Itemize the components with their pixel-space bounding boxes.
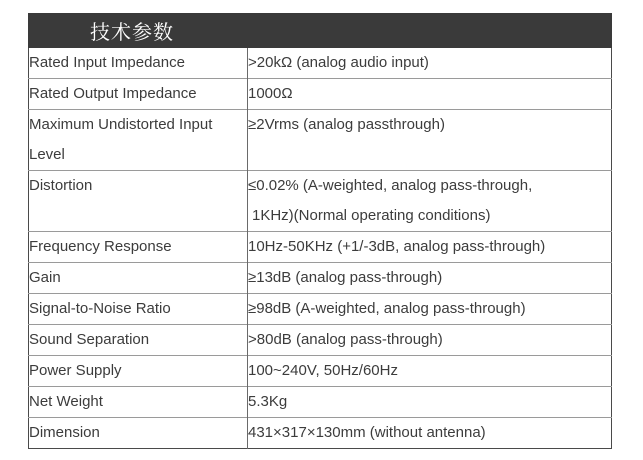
spec-value: >20kΩ (analog audio input) xyxy=(248,54,429,71)
spec-label: Frequency Response xyxy=(29,232,248,263)
spec-block xyxy=(28,13,612,449)
table-row xyxy=(29,232,612,263)
table-row xyxy=(29,356,612,387)
table-title-bar xyxy=(28,13,612,48)
spec-value: ≥13dB (analog pass-through) xyxy=(248,263,612,294)
spec-value: 1000Ω xyxy=(248,79,612,110)
spec-label: Signal-to-Noise Ratio xyxy=(29,294,248,325)
table-row xyxy=(29,325,612,356)
spec-value: 431×317×130mm (without antenna) xyxy=(248,418,612,449)
table-row xyxy=(29,294,612,325)
spec-value: ≥98dB (A-weighted, analog pass-through) xyxy=(248,294,612,325)
spec-label: Rated Input Impedance xyxy=(29,48,248,79)
table-row xyxy=(29,79,612,110)
spec-value: 5.3Kg xyxy=(248,387,612,418)
table-row xyxy=(29,48,612,79)
spec-label: Power Supply xyxy=(29,356,248,387)
spec-value-line2: 1KHz)(Normal operating conditions) xyxy=(252,207,491,224)
table-row xyxy=(29,418,612,449)
spec-value: ≥2Vrms (analog passthrough) xyxy=(248,110,612,171)
spec-label: Rated Output Impedance xyxy=(29,79,248,110)
spec-value: >80dB (analog pass-through) xyxy=(248,325,612,356)
spec-label: Dimension xyxy=(29,418,248,449)
spec-value xyxy=(248,171,612,232)
spec-value: 100~240V, 50Hz/60Hz xyxy=(248,356,612,387)
spec-label: Maximum Undistorted Input Level xyxy=(29,110,248,171)
spec-label: Distortion xyxy=(29,171,248,232)
table-title: 技术参数 xyxy=(90,22,174,44)
spec-label: Gain xyxy=(29,263,248,294)
table-row xyxy=(29,171,612,232)
spec-table xyxy=(28,48,612,449)
table-row xyxy=(29,263,612,294)
spec-label: Sound Separation xyxy=(29,325,248,356)
spec-label: Net Weight xyxy=(29,387,248,418)
spec-value-line1: ≤0.02% (A-weighted, analog pass-through, xyxy=(248,177,533,194)
table-row xyxy=(29,110,612,171)
table-row xyxy=(29,387,612,418)
spec-value: 10Hz-50KHz (+1/-3dB, analog pass-through) xyxy=(248,232,612,263)
